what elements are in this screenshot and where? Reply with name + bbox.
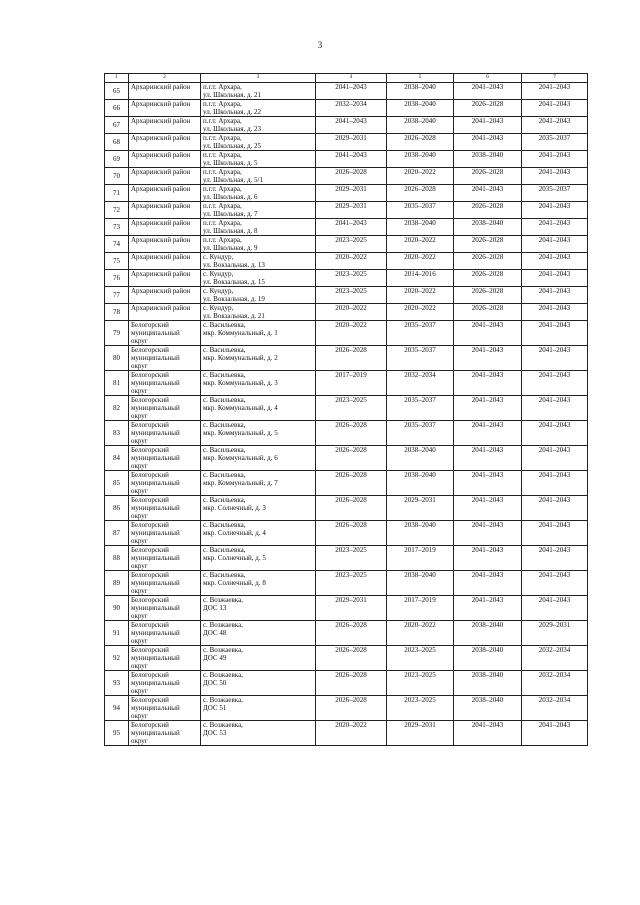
period-cell: 2026–2028 <box>387 185 454 202</box>
address-cell: п.г.т. Архара, ул. Школьная, д. 6 <box>201 185 316 202</box>
period-cell: 2041–2043 <box>522 546 588 571</box>
period-cell: 2041–2043 <box>454 396 522 421</box>
row-number: 95 <box>105 721 129 746</box>
period-cell: 2017–2019 <box>316 371 387 396</box>
period-cell: 2020–2022 <box>387 253 454 270</box>
period-cell: 2026–2028 <box>387 134 454 151</box>
row-number: 84 <box>105 446 129 471</box>
period-cell: 2017–2019 <box>387 546 454 571</box>
period-cell: 2032–2034 <box>522 671 588 696</box>
address-cell: с. Возжаевка, ДОС 49 <box>201 646 316 671</box>
period-cell: 2017–2019 <box>387 596 454 621</box>
period-cell: 2041–2043 <box>522 521 588 546</box>
period-cell: 2023–2025 <box>387 696 454 721</box>
column-header: 5 <box>387 74 454 83</box>
municipality-cell: Архаринский район <box>129 100 201 117</box>
period-cell: 2038–2040 <box>454 151 522 168</box>
address-cell: с. Кундур, ул. Вокзальная, д. 21 <box>201 304 316 321</box>
municipality-cell: Белогорский муниципальный округ <box>129 596 201 621</box>
address-cell: п.г.т. Архара, ул. Школьная, д. 22 <box>201 100 316 117</box>
municipality-cell: Архаринский район <box>129 185 201 202</box>
row-number: 70 <box>105 168 129 185</box>
table-row <box>105 202 588 219</box>
period-cell: 2020–2022 <box>387 236 454 253</box>
address-cell: с. Васильевка, мкр. Солнечный, д. 8 <box>201 571 316 596</box>
column-header: 3 <box>201 74 316 83</box>
period-cell: 2032–2034 <box>522 696 588 721</box>
municipality-cell: Архаринский район <box>129 134 201 151</box>
period-cell: 2041–2043 <box>522 471 588 496</box>
address-cell: с. Васильевка, мкр. Коммунальный, д. 4 <box>201 396 316 421</box>
period-cell: 2041–2043 <box>522 219 588 236</box>
period-cell: 2041–2043 <box>522 236 588 253</box>
period-cell: 2041–2043 <box>454 546 522 571</box>
row-number: 94 <box>105 696 129 721</box>
table-row <box>105 621 588 646</box>
period-cell: 2029–2031 <box>316 596 387 621</box>
row-number: 80 <box>105 346 129 371</box>
row-number: 86 <box>105 496 129 521</box>
period-cell: 2041–2043 <box>454 185 522 202</box>
municipality-cell: Белогорский муниципальный округ <box>129 396 201 421</box>
table-row <box>105 287 588 304</box>
table-row <box>105 671 588 696</box>
municipality-cell: Белогорский муниципальный округ <box>129 721 201 746</box>
address-cell: с. Кундур, ул. Вокзальная, д. 13 <box>201 253 316 270</box>
municipality-cell: Белогорский муниципальный округ <box>129 621 201 646</box>
address-cell: п.г.т. Архара, ул. Школьная, д. 21 <box>201 83 316 100</box>
period-cell: 2029–2031 <box>387 496 454 521</box>
period-cell: 2026–2028 <box>316 421 387 446</box>
period-cell: 2041–2043 <box>522 396 588 421</box>
period-cell: 2041–2043 <box>316 83 387 100</box>
table-row <box>105 571 588 596</box>
row-number: 75 <box>105 253 129 270</box>
municipality-cell: Архаринский район <box>129 151 201 168</box>
period-cell: 2041–2043 <box>522 571 588 596</box>
municipality-cell: Белогорский муниципальный округ <box>129 321 201 346</box>
municipality-cell: Белогорский муниципальный округ <box>129 446 201 471</box>
row-number: 92 <box>105 646 129 671</box>
address-cell: с. Васильевка, мкр. Коммунальный, д. 1 <box>201 321 316 346</box>
table-row <box>105 134 588 151</box>
period-cell: 2032–2034 <box>522 646 588 671</box>
period-cell: 2026–2028 <box>316 446 387 471</box>
address-cell: с. Васильевка, мкр. Солнечный, д. 5 <box>201 546 316 571</box>
row-number: 82 <box>105 396 129 421</box>
period-cell: 2041–2043 <box>316 219 387 236</box>
period-cell: 2041–2043 <box>454 346 522 371</box>
period-cell: 2029–2031 <box>316 202 387 219</box>
period-cell: 2038–2040 <box>387 100 454 117</box>
municipality-cell: Белогорский муниципальный округ <box>129 496 201 521</box>
period-cell: 2041–2043 <box>522 371 588 396</box>
period-cell: 2041–2043 <box>454 117 522 134</box>
period-cell: 2026–2028 <box>454 287 522 304</box>
row-number: 90 <box>105 596 129 621</box>
period-cell: 2041–2043 <box>522 304 588 321</box>
table-row <box>105 496 588 521</box>
period-cell: 2023–2025 <box>387 671 454 696</box>
period-cell: 2041–2043 <box>522 421 588 446</box>
period-cell: 2041–2043 <box>522 253 588 270</box>
period-cell: 2038–2040 <box>387 471 454 496</box>
period-cell: 2029–2031 <box>522 621 588 646</box>
row-number: 72 <box>105 202 129 219</box>
period-cell: 2029–2031 <box>316 185 387 202</box>
row-number: 78 <box>105 304 129 321</box>
period-cell: 2041–2043 <box>454 596 522 621</box>
table-row <box>105 168 588 185</box>
municipality-cell: Архаринский район <box>129 270 201 287</box>
period-cell: 2020–2022 <box>316 253 387 270</box>
period-cell: 2041–2043 <box>454 496 522 521</box>
municipality-cell: Белогорский муниципальный округ <box>129 346 201 371</box>
address-cell: с. Васильевка, мкр. Коммунальный, д. 6 <box>201 446 316 471</box>
municipality-cell: Белогорский муниципальный округ <box>129 696 201 721</box>
period-cell: 2026–2028 <box>316 646 387 671</box>
municipality-cell: Архаринский район <box>129 287 201 304</box>
row-number: 73 <box>105 219 129 236</box>
table-row <box>105 151 588 168</box>
period-cell: 2041–2043 <box>522 202 588 219</box>
period-cell: 2038–2040 <box>387 83 454 100</box>
table-row <box>105 100 588 117</box>
address-cell: с. Васильевка, мкр. Коммунальный, д. 5 <box>201 421 316 446</box>
period-cell: 2023–2025 <box>316 287 387 304</box>
period-cell: 2026–2028 <box>316 496 387 521</box>
municipality-cell: Белогорский муниципальный округ <box>129 471 201 496</box>
address-cell: с. Васильевка, мкр. Солнечный, д. 4 <box>201 521 316 546</box>
table-row <box>105 421 588 446</box>
period-cell: 2041–2043 <box>454 134 522 151</box>
address-cell: с. Возжаевка, ДОС 53 <box>201 721 316 746</box>
address-cell: п.г.т. Архара, ул. Школьная, д. 9 <box>201 236 316 253</box>
period-cell: 2041–2043 <box>454 471 522 496</box>
table-row <box>105 304 588 321</box>
period-cell: 2029–2031 <box>387 721 454 746</box>
address-cell: п.г.т. Архара, ул. Школьная, д. 23 <box>201 117 316 134</box>
period-cell: 2041–2043 <box>454 521 522 546</box>
row-number: 81 <box>105 371 129 396</box>
period-cell: 2038–2040 <box>454 671 522 696</box>
row-number: 87 <box>105 521 129 546</box>
municipality-cell: Архаринский район <box>129 202 201 219</box>
table-row <box>105 117 588 134</box>
period-cell: 2035–2037 <box>522 185 588 202</box>
address-cell: с. Васильевка, мкр. Солнечный, д. 3 <box>201 496 316 521</box>
address-cell: с. Кундур, ул. Вокзальная, д. 19 <box>201 287 316 304</box>
municipality-cell: Белогорский муниципальный округ <box>129 546 201 571</box>
period-cell: 2041–2043 <box>316 117 387 134</box>
municipality-cell: Архаринский район <box>129 304 201 321</box>
page-number: 3 <box>317 40 323 50</box>
period-cell: 2041–2043 <box>454 83 522 100</box>
municipality-cell: Архаринский район <box>129 253 201 270</box>
period-cell: 2026–2028 <box>454 100 522 117</box>
table-row <box>105 521 588 546</box>
row-number: 83 <box>105 421 129 446</box>
table-row <box>105 596 588 621</box>
municipality-cell: Белогорский муниципальный округ <box>129 421 201 446</box>
period-cell: 2041–2043 <box>454 571 522 596</box>
period-cell: 2026–2028 <box>454 168 522 185</box>
address-cell: п.г.т. Архара, ул. Школьная, д. 5/1 <box>201 168 316 185</box>
period-cell: 2029–2031 <box>316 134 387 151</box>
address-cell: п.г.т. Архара, ул. Школьная, д. 25 <box>201 134 316 151</box>
row-number: 89 <box>105 571 129 596</box>
period-cell: 2023–2025 <box>316 546 387 571</box>
address-cell: с. Васильевка, мкр. Коммунальный, д. 3 <box>201 371 316 396</box>
row-number: 68 <box>105 134 129 151</box>
period-cell: 2041–2043 <box>522 321 588 346</box>
table-row <box>105 236 588 253</box>
period-cell: 2038–2040 <box>387 521 454 546</box>
period-cell: 2026–2028 <box>454 270 522 287</box>
column-header: 1 <box>105 74 129 83</box>
period-cell: 2023–2025 <box>316 236 387 253</box>
period-cell: 2035–2037 <box>387 321 454 346</box>
period-cell: 2026–2028 <box>316 471 387 496</box>
period-cell: 2035–2037 <box>387 396 454 421</box>
row-number: 77 <box>105 287 129 304</box>
period-cell: 2014–2016 <box>387 270 454 287</box>
period-cell: 2035–2037 <box>522 134 588 151</box>
address-cell: с. Возжаевка, ДОС 48 <box>201 621 316 646</box>
period-cell: 2041–2043 <box>522 496 588 521</box>
period-cell: 2035–2037 <box>387 421 454 446</box>
period-cell: 2038–2040 <box>387 446 454 471</box>
period-cell: 2032–2034 <box>387 371 454 396</box>
row-number: 85 <box>105 471 129 496</box>
address-cell: с. Кундур, ул. Вокзальная, д. 15 <box>201 270 316 287</box>
row-number: 93 <box>105 671 129 696</box>
table-row <box>105 346 588 371</box>
period-cell: 2041–2043 <box>522 346 588 371</box>
period-cell: 2020–2022 <box>387 621 454 646</box>
table-row <box>105 721 588 746</box>
period-cell: 2026–2028 <box>316 168 387 185</box>
address-cell: с. Васильевка, мкр. Коммунальный, д. 2 <box>201 346 316 371</box>
municipality-cell: Архаринский район <box>129 219 201 236</box>
address-cell: с. Васильевка, мкр. Коммунальный, д. 7 <box>201 471 316 496</box>
period-cell: 2038–2040 <box>454 646 522 671</box>
municipality-cell: Белогорский муниципальный округ <box>129 571 201 596</box>
period-cell: 2023–2025 <box>387 646 454 671</box>
period-cell: 2041–2043 <box>522 151 588 168</box>
period-cell: 2038–2040 <box>454 696 522 721</box>
table-row <box>105 471 588 496</box>
address-cell: с. Возжаевка, ДОС 13 <box>201 596 316 621</box>
period-cell: 2041–2043 <box>522 168 588 185</box>
period-cell: 2041–2043 <box>454 371 522 396</box>
municipality-cell: Белогорский муниципальный округ <box>129 671 201 696</box>
table-row <box>105 185 588 202</box>
table-row <box>105 546 588 571</box>
period-cell: 2041–2043 <box>522 287 588 304</box>
table-row <box>105 371 588 396</box>
table-row <box>105 83 588 100</box>
period-cell: 2041–2043 <box>522 100 588 117</box>
address-cell: п.г.т. Архара, ул. Школьная, д. 8 <box>201 219 316 236</box>
row-number: 79 <box>105 321 129 346</box>
period-cell: 2023–2025 <box>316 270 387 287</box>
table-row <box>105 219 588 236</box>
table-row <box>105 646 588 671</box>
table-row <box>105 696 588 721</box>
period-cell: 2041–2043 <box>522 117 588 134</box>
period-cell: 2041–2043 <box>316 151 387 168</box>
period-cell: 2026–2028 <box>316 621 387 646</box>
period-cell: 2041–2043 <box>522 83 588 100</box>
row-number: 88 <box>105 546 129 571</box>
row-number: 65 <box>105 83 129 100</box>
table-row <box>105 270 588 287</box>
address-cell: с. Возжаевка, ДОС 51 <box>201 696 316 721</box>
period-cell: 2026–2028 <box>454 304 522 321</box>
address-cell: с. Возжаевка, ДОС 50 <box>201 671 316 696</box>
table-row <box>105 253 588 270</box>
period-cell: 2038–2040 <box>387 117 454 134</box>
address-cell: п.г.т. Архара, ул. Школьная, д. 5 <box>201 151 316 168</box>
municipality-cell: Белогорский муниципальный округ <box>129 521 201 546</box>
period-cell: 2038–2040 <box>454 219 522 236</box>
period-cell: 2026–2028 <box>316 696 387 721</box>
header-row <box>105 74 588 83</box>
row-number: 67 <box>105 117 129 134</box>
period-cell: 2041–2043 <box>454 721 522 746</box>
period-cell: 2026–2028 <box>454 236 522 253</box>
schedule-table <box>104 73 588 746</box>
period-cell: 2020–2022 <box>316 321 387 346</box>
row-number: 66 <box>105 100 129 117</box>
table-body <box>105 83 588 746</box>
period-cell: 2038–2040 <box>387 151 454 168</box>
period-cell: 2032–2034 <box>316 100 387 117</box>
column-header: 7 <box>522 74 588 83</box>
period-cell: 2020–2022 <box>387 168 454 185</box>
table-row <box>105 321 588 346</box>
column-header: 4 <box>316 74 387 83</box>
period-cell: 2020–2022 <box>387 304 454 321</box>
address-cell: п.г.т. Архара, ул. Школьная, д. 7 <box>201 202 316 219</box>
period-cell: 2023–2025 <box>316 396 387 421</box>
period-cell: 2020–2022 <box>387 287 454 304</box>
period-cell: 2020–2022 <box>316 721 387 746</box>
period-cell: 2026–2028 <box>454 253 522 270</box>
row-number: 69 <box>105 151 129 168</box>
period-cell: 2026–2028 <box>316 671 387 696</box>
period-cell: 2026–2028 <box>316 521 387 546</box>
table-row <box>105 446 588 471</box>
municipality-cell: Архаринский район <box>129 168 201 185</box>
municipality-cell: Белогорский муниципальный округ <box>129 371 201 396</box>
period-cell: 2038–2040 <box>387 219 454 236</box>
period-cell: 2041–2043 <box>522 446 588 471</box>
period-cell: 2041–2043 <box>454 421 522 446</box>
period-cell: 2035–2037 <box>387 202 454 219</box>
period-cell: 2026–2028 <box>454 202 522 219</box>
municipality-cell: Белогорский муниципальный округ <box>129 646 201 671</box>
period-cell: 2026–2028 <box>316 346 387 371</box>
period-cell: 2023–2025 <box>316 571 387 596</box>
period-cell: 2041–2043 <box>522 721 588 746</box>
period-cell: 2041–2043 <box>522 596 588 621</box>
municipality-cell: Архаринский район <box>129 117 201 134</box>
table-row <box>105 396 588 421</box>
period-cell: 2020–2022 <box>316 304 387 321</box>
period-cell: 2035–2037 <box>387 346 454 371</box>
period-cell: 2038–2040 <box>387 571 454 596</box>
period-cell: 2041–2043 <box>522 270 588 287</box>
municipality-cell: Архаринский район <box>129 83 201 100</box>
period-cell: 2038–2040 <box>454 621 522 646</box>
row-number: 74 <box>105 236 129 253</box>
row-number: 76 <box>105 270 129 287</box>
period-cell: 2041–2043 <box>454 446 522 471</box>
period-cell: 2041–2043 <box>454 321 522 346</box>
municipality-cell: Архаринский район <box>129 236 201 253</box>
row-number: 91 <box>105 621 129 646</box>
column-header: 2 <box>129 74 201 83</box>
column-header: 6 <box>454 74 522 83</box>
row-number: 71 <box>105 185 129 202</box>
